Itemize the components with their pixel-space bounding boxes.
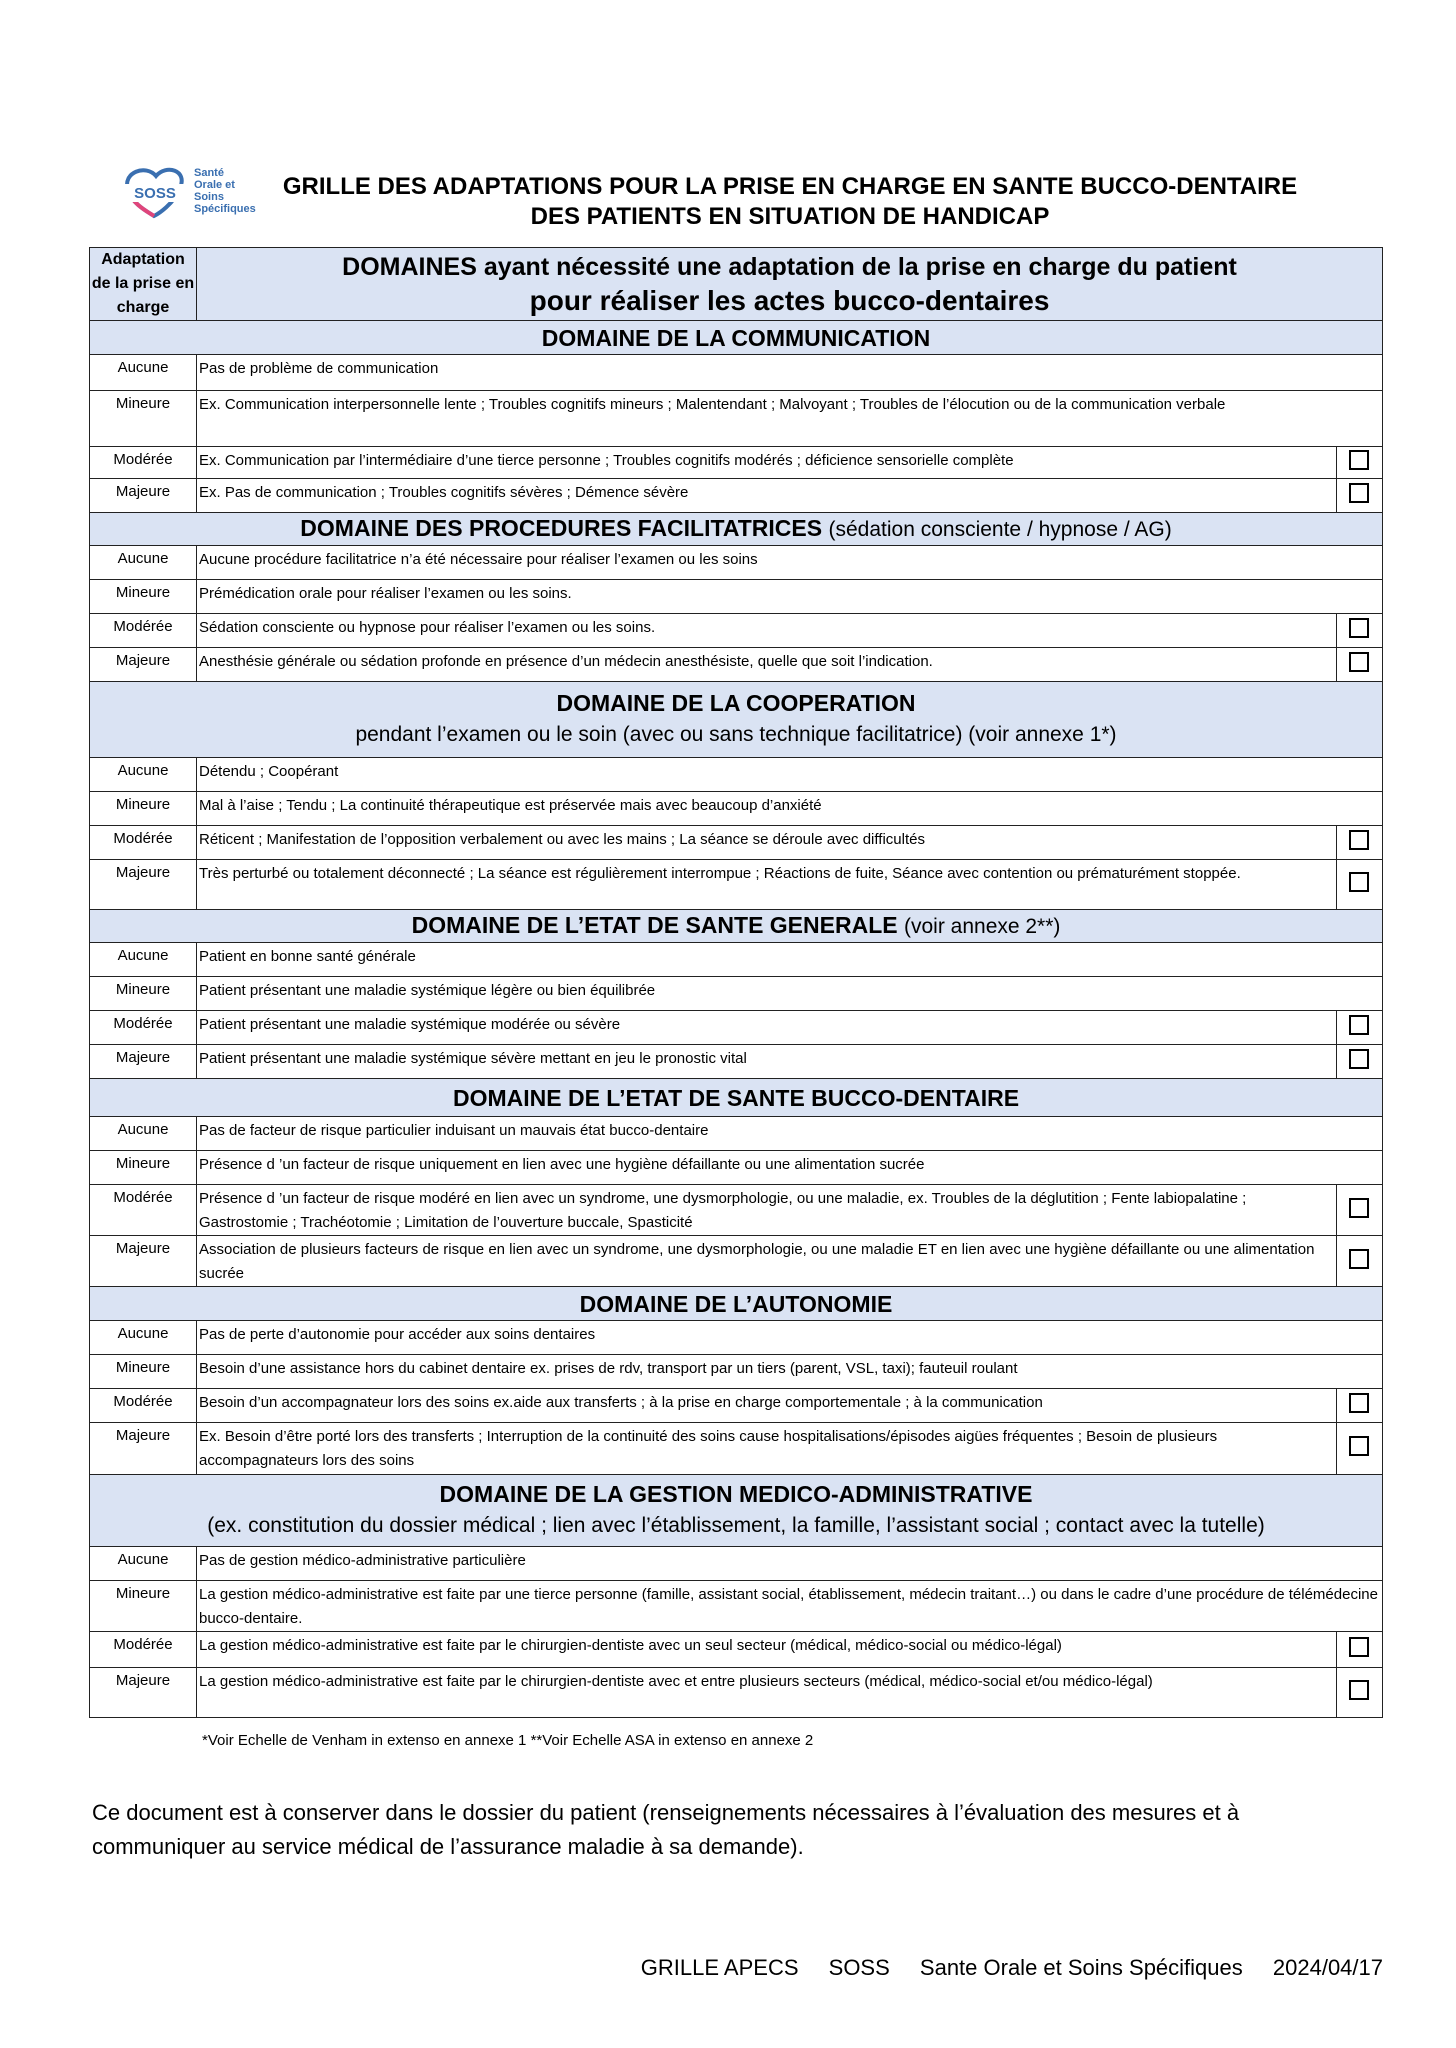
table-row: [90, 758, 1383, 792]
table-row: [90, 1547, 1383, 1581]
adaptation-level: Aucune: [90, 758, 197, 792]
logo-line-2: Orale et: [194, 179, 235, 191]
checkbox-cell: [1336, 860, 1382, 910]
section-header-row: [90, 1079, 1383, 1117]
section-title-text: DOMAINE DE LA COOPERATION: [556, 689, 916, 716]
selection-checkbox[interactable]: [1349, 1637, 1369, 1657]
footer-date: 2024/04/17: [1272, 1955, 1383, 1980]
adaptation-level: Modérée: [90, 1185, 197, 1236]
table-row: [90, 977, 1383, 1011]
domain-description: Prémédication orale pour réaliser l’examen ou les soins.: [197, 580, 1383, 614]
annex-footnote: *Voir Echelle de Venham in extenso en annexe 1 **Voir Echelle ASA in extenso en annexe 2: [202, 1732, 814, 1749]
adaptation-level: Majeure: [90, 860, 197, 910]
domain-description: Besoin d’un accompagnateur lors des soins ex.aide aux transferts ; à la prise en charge comportementale ; à la communication: [197, 1389, 1337, 1423]
table-row: [90, 826, 1383, 860]
section-header-row: [90, 910, 1383, 943]
domain-description: Patient en bonne santé générale: [197, 943, 1383, 977]
footer-org-long: Sante Orale et Soins Spécifiques: [919, 1955, 1243, 1980]
checkbox-cell: [1336, 479, 1382, 513]
adaptation-level: Majeure: [90, 1423, 197, 1475]
section-header-row: [90, 1287, 1383, 1321]
checkbox-cell: [1336, 1632, 1382, 1668]
table-row: [90, 479, 1383, 513]
domain-description: Besoin d’une assistance hors du cabinet dentaire ex. prises de rdv, transport par un tiers (parent, VSL, taxi); fauteuil roulant: [197, 1355, 1383, 1389]
domain-description: Association de plusieurs facteurs de risque en lien avec un syndrome, une dysmorphologie, ou une maladie ET en lien avec une hygiène défaillante ou une alimentation sucrée: [197, 1236, 1337, 1287]
checkbox-cell: [1336, 614, 1382, 648]
selection-checkbox[interactable]: [1349, 1015, 1369, 1035]
domain-description: Ex. Communication par l’intermédiaire d’une tierce personne ; Troubles cognitifs modérés ; déficience sensorielle complète: [197, 447, 1337, 479]
table-row: [90, 1185, 1383, 1236]
adaptation-level: Aucune: [90, 546, 197, 580]
domain-description: Pas de problème de communication: [197, 355, 1383, 391]
section-title-text: DOMAINE DE LA GESTION MEDICO-ADMINISTRATIVE: [439, 1480, 1033, 1507]
section-title: [90, 1079, 1383, 1117]
adaptation-level: Aucune: [90, 1321, 197, 1355]
adaptation-grid-table: [89, 247, 1383, 1718]
domain-description: Présence d ’un facteur de risque modéré en lien avec un syndrome, une dysmorphologie, ou une maladie, ex. Troubles de la déglutition ; Fente labiopalatine ; Gastrostomie ; Trachéotomie ; Limitation de l’ouverture buccale, Spasticité: [197, 1185, 1337, 1236]
section-title: [90, 682, 1383, 758]
checkbox-cell: [1336, 648, 1382, 682]
checkbox-cell: [1336, 1011, 1382, 1045]
domain-description: La gestion médico-administrative est faite par le chirurgien-dentiste avec un seul secteur (médical, médico-social ou médico-légal): [197, 1632, 1337, 1668]
adaptation-level: Aucune: [90, 943, 197, 977]
table-row: [90, 1581, 1383, 1632]
section-title-text: DOMAINE DE L’AUTONOMIE: [579, 1290, 893, 1317]
table-row: [90, 1045, 1383, 1079]
table-row: [90, 447, 1383, 479]
adaptation-level: Majeure: [90, 479, 197, 513]
document-title: [270, 172, 1310, 232]
adaptation-level: Mineure: [90, 580, 197, 614]
checkbox-cell: [1336, 1185, 1382, 1236]
adaptation-level: Modérée: [90, 614, 197, 648]
grid-body: [90, 248, 1383, 1718]
domain-description: Ex. Communication interpersonnelle lente ; Troubles cognitifs mineurs ; Malentendant ; Malvoyant ; Troubles de l’élocution ou de la communication verbale: [197, 391, 1383, 447]
selection-checkbox[interactable]: [1349, 1680, 1369, 1700]
adaptation-level: Majeure: [90, 1236, 197, 1287]
table-row: [90, 860, 1383, 910]
checkbox-cell: [1336, 826, 1382, 860]
section-title: [90, 1287, 1383, 1321]
checkbox-cell: [1336, 1236, 1382, 1287]
domain-description: La gestion médico-administrative est faite par le chirurgien-dentiste avec et entre plusieurs secteurs (médical, médico-social et/ou médico-légal): [197, 1668, 1337, 1718]
footer-grid-name: GRILLE APECS: [640, 1955, 799, 1980]
logo-acronym: SOSS: [134, 185, 176, 202]
domain-description: Patient présentant une maladie systémique sévère mettant en jeu le pronostic vital: [197, 1045, 1337, 1079]
adaptation-level: Aucune: [90, 1547, 197, 1581]
domain-description: Détendu ; Coopérant: [197, 758, 1383, 792]
table-row: [90, 1668, 1383, 1718]
table-row: [90, 1423, 1383, 1475]
section-title-text: DOMAINE DE L’ETAT DE SANTE BUCCO-DENTAIRE: [452, 1084, 1020, 1111]
adaptation-level: Modérée: [90, 1389, 197, 1423]
table-row: [90, 580, 1383, 614]
domain-description: Patient présentant une maladie systémique modérée ou sévère: [197, 1011, 1337, 1045]
selection-checkbox[interactable]: [1349, 1198, 1369, 1218]
title-line-1: GRILLE DES ADAPTATIONS POUR LA PRISE EN CHARGE EN SANTE BUCCO-DENTAIRE: [282, 173, 1298, 200]
selection-checkbox[interactable]: [1349, 872, 1369, 892]
table-row: [90, 1151, 1383, 1185]
adaptation-level: Mineure: [90, 1151, 197, 1185]
adaptation-level: Modérée: [90, 826, 197, 860]
section-title: [90, 910, 1383, 943]
section-title-text: DOMAINE DES PROCEDURES FACILITATRICES: [300, 515, 823, 541]
table-row: [90, 355, 1383, 391]
adaptation-level: Majeure: [90, 1668, 197, 1718]
adaptation-level: Aucune: [90, 355, 197, 391]
domain-description: Pas de gestion médico-administrative particulière: [197, 1547, 1383, 1581]
table-row: [90, 648, 1383, 682]
domains-header-line-1: DOMAINES ayant nécessité une adaptation de la prise en charge du patient: [342, 253, 1237, 281]
checkbox-cell: [1336, 1423, 1382, 1475]
soss-logo: [118, 160, 268, 220]
section-header-row: [90, 513, 1383, 546]
domain-description: Anesthésie générale ou sédation profonde en présence d’un médecin anesthésiste, quelle que soit l’indication.: [197, 648, 1337, 682]
table-row: [90, 1321, 1383, 1355]
section-description: pendant l’examen ou le soin (avec ou sans technique facilitatrice) (voir annexe 1*): [355, 722, 1117, 746]
table-row: [90, 391, 1383, 447]
section-title-text: DOMAINE DE L’ETAT DE SANTE GENERALE: [411, 912, 898, 938]
adaptation-column-header: Adaptation de la prise en charge: [90, 248, 197, 321]
adaptation-level: Mineure: [90, 977, 197, 1011]
section-subtitle: (voir annexe 2**): [903, 915, 1061, 938]
selection-checkbox[interactable]: [1349, 1436, 1369, 1456]
selection-checkbox[interactable]: [1349, 483, 1369, 503]
section-subtitle: (sédation consciente / hypnose / AG): [828, 518, 1172, 541]
logo-line-1: Santé: [194, 167, 224, 179]
checkbox-cell: [1336, 1045, 1382, 1079]
adaptation-level: Aucune: [90, 1117, 197, 1151]
checkbox-cell: [1336, 1668, 1382, 1718]
section-header-row: [90, 682, 1383, 758]
adaptation-level: Modérée: [90, 447, 197, 479]
checkbox-cell: [1336, 1389, 1382, 1423]
domain-description: Ex. Pas de communication ; Troubles cognitifs sévères ; Démence sévère: [197, 479, 1337, 513]
section-title: [90, 1475, 1383, 1547]
section-title-text: DOMAINE DE LA COMMUNICATION: [541, 324, 931, 351]
table-row: [90, 1355, 1383, 1389]
domain-description: Pas de perte d’autonomie pour accéder aux soins dentaires: [197, 1321, 1383, 1355]
table-row: [90, 943, 1383, 977]
page-footer: [0, 1955, 1383, 1981]
adaptation-level: Modérée: [90, 1011, 197, 1045]
domain-description: Patient présentant une maladie systémique légère ou bien équilibrée: [197, 977, 1383, 1011]
selection-checkbox[interactable]: [1349, 1393, 1369, 1413]
table-row: [90, 1011, 1383, 1045]
domain-description: Sédation consciente ou hypnose pour réaliser l’examen ou les soins.: [197, 614, 1337, 648]
selection-checkbox[interactable]: [1349, 618, 1369, 638]
adaptation-level: Modérée: [90, 1632, 197, 1668]
selection-checkbox[interactable]: [1349, 830, 1369, 850]
title-line-2: DES PATIENTS EN SITUATION DE HANDICAP: [530, 203, 1050, 230]
table-row: [90, 1117, 1383, 1151]
table-row: [90, 1389, 1383, 1423]
domain-description: Réticent ; Manifestation de l’opposition verbalement ou avec les mains ; La séance se déroule avec difficultés: [197, 826, 1337, 860]
logo-line-3: Soins: [194, 191, 224, 203]
domain-description: Mal à l’aise ; Tendu ; La continuité thérapeutique est préservée mais avec beaucoup d’anxiété: [197, 792, 1383, 826]
section-description: (ex. constitution du dossier médical ; lien avec l’établissement, la famille, l’assistant social ; contact avec la tutelle): [207, 1513, 1265, 1537]
adaptation-level: Mineure: [90, 1581, 197, 1632]
table-row: [90, 1632, 1383, 1668]
selection-checkbox[interactable]: [1349, 652, 1369, 672]
domain-description: La gestion médico-administrative est faite par une tierce personne (famille, assistant social, établissement, médecin traitant…) ou dans le cadre d’une procédure de télémédecine bucco-dentaire.: [197, 1581, 1383, 1632]
table-row: [90, 1236, 1383, 1287]
logo-line-4: Spécifiques: [194, 203, 256, 215]
conservation-note: Ce document est à conserver dans le dossier du patient (renseignements nécessaires à l’évaluation des mesures et à communiquer au service médical de l’assurance maladie à sa demande).: [92, 1800, 1240, 1859]
adaptation-level: Mineure: [90, 391, 197, 447]
domains-header-line-2: pour réaliser les actes bucco-dentaires: [529, 285, 1050, 316]
table-row: [90, 546, 1383, 580]
table-row: [90, 792, 1383, 826]
selection-checkbox[interactable]: [1349, 1049, 1369, 1069]
adaptation-level: Mineure: [90, 1355, 197, 1389]
section-header-row: [90, 1475, 1383, 1547]
adaptation-level: Mineure: [90, 792, 197, 826]
domains-column-header: [197, 248, 1383, 321]
domain-description: Présence d ’un facteur de risque uniquement en lien avec une hygiène défaillante ou une alimentation sucrée: [197, 1151, 1383, 1185]
domain-description: Pas de facteur de risque particulier induisant un mauvais état bucco-dentaire: [197, 1117, 1383, 1151]
adaptation-level: Majeure: [90, 648, 197, 682]
section-header-row: [90, 321, 1383, 355]
checkbox-cell: [1336, 447, 1382, 479]
domain-description: Aucune procédure facilitatrice n’a été nécessaire pour réaliser l’examen ou les soins: [197, 546, 1383, 580]
selection-checkbox[interactable]: [1349, 450, 1369, 470]
adaptation-level: Majeure: [90, 1045, 197, 1079]
table-header-row: [90, 248, 1383, 321]
footer-org-short: SOSS: [828, 1955, 890, 1980]
section-title: [90, 321, 1383, 355]
selection-checkbox[interactable]: [1349, 1249, 1369, 1269]
soss-logo-graphic: [118, 160, 268, 220]
domain-description: Ex. Besoin d’être porté lors des transferts ; Interruption de la continuité des soins cause hospitalisations/épisodes aigües fréquentes ; Besoin de plusieurs accompagnateurs lors des soins: [197, 1423, 1337, 1475]
section-title: [90, 513, 1383, 546]
table-row: [90, 614, 1383, 648]
domain-description: Très perturbé ou totalement déconnecté ; La séance est régulièrement interrompue ; Réactions de fuite, Séance avec contention ou prématurément stoppée.: [197, 860, 1337, 910]
